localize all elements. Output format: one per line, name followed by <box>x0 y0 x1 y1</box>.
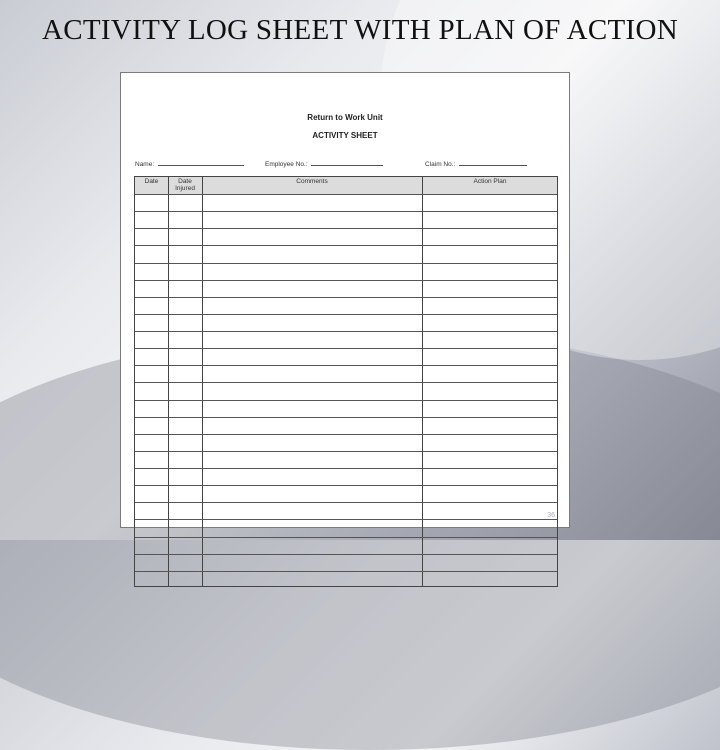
table-row-line <box>135 365 557 366</box>
employee-no-blank-line <box>311 158 383 166</box>
column-header-action-plan: Action Plan <box>473 178 507 185</box>
activity-table <box>134 176 558 587</box>
name-field <box>135 158 244 168</box>
table-header <box>135 177 557 194</box>
table-row-line <box>135 485 557 486</box>
table-row-line <box>135 331 557 332</box>
table-row-line <box>135 194 557 195</box>
column-header-date-injured: Date Injured <box>175 178 195 192</box>
table-row-line <box>135 502 557 503</box>
table-row-line <box>135 554 557 555</box>
employee-no-label: Employee No.: <box>265 161 308 168</box>
table-row-line <box>135 280 557 281</box>
table-row-line <box>135 434 557 435</box>
table-row-line <box>135 468 557 469</box>
name-blank-line <box>158 158 244 166</box>
employee-no-field <box>265 158 383 168</box>
table-row-line <box>135 348 557 349</box>
table-row-line <box>135 314 557 315</box>
claim-no-label: Claim No.: <box>425 161 456 168</box>
table-row-line <box>135 537 557 538</box>
column-header-comments: Comments <box>296 178 328 185</box>
claim-no-field <box>425 158 527 168</box>
table-row-line <box>135 263 557 264</box>
activity-sheet-image <box>120 72 570 528</box>
claim-no-blank-line <box>459 158 527 166</box>
table-row-line <box>135 245 557 246</box>
sheet-title: ACTIVITY SHEET <box>312 131 378 140</box>
table-row-line <box>135 382 557 383</box>
header-fields <box>135 158 555 170</box>
unit-title: Return to Work Unit <box>307 113 383 122</box>
table-row-line <box>135 297 557 298</box>
name-label: Name: <box>135 161 155 168</box>
table-row-line <box>135 400 557 401</box>
table-row-line <box>135 451 557 452</box>
table-row-line <box>135 228 557 229</box>
column-header-date: Date <box>144 178 159 185</box>
table-row-line <box>135 571 557 572</box>
table-row-line <box>135 417 557 418</box>
page-number: 36 <box>547 512 555 519</box>
slide-title: ACTIVITY LOG SHEET WITH PLAN OF ACTION <box>42 14 678 46</box>
table-row-line <box>135 211 557 212</box>
table-row-line <box>135 519 557 520</box>
